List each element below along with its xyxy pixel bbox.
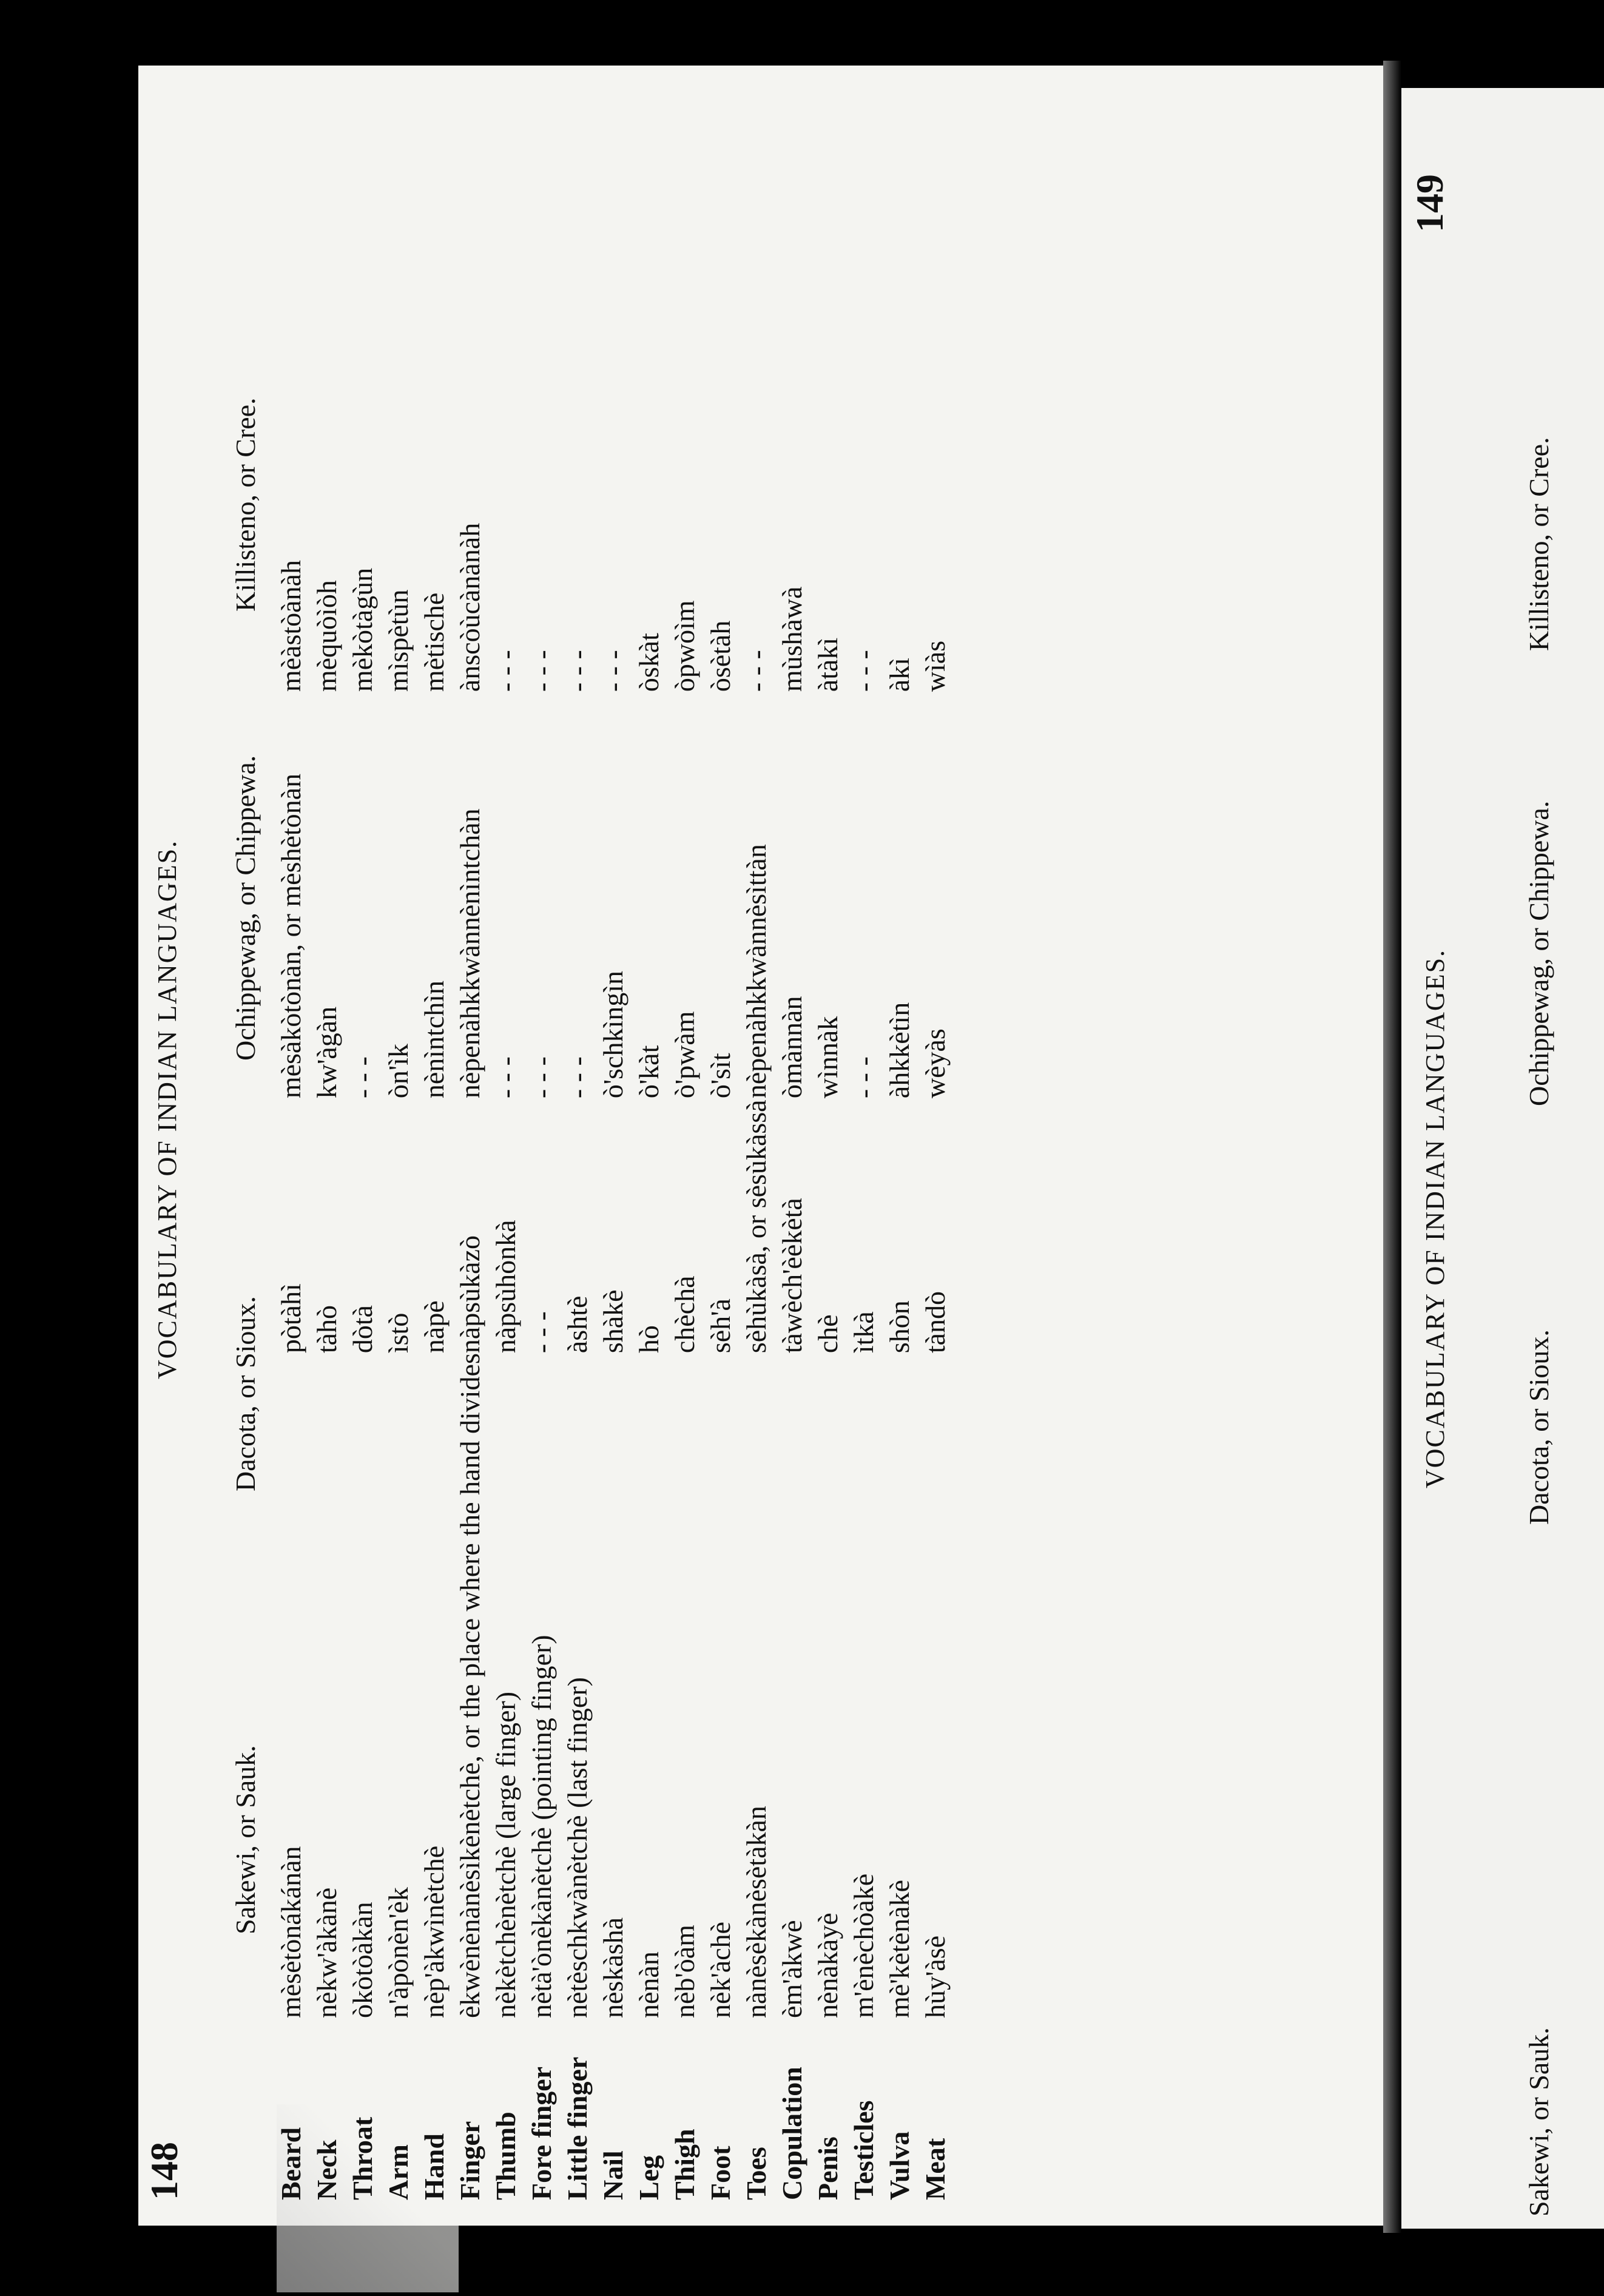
cell-dacota: sèh'à	[704, 1298, 736, 1354]
cell-sauk: nèkètchènètchè (large finger)	[490, 1691, 521, 2018]
cell-english: Penis	[812, 2136, 843, 2200]
table-row	[667, 352, 703, 2200]
col-header-sauk-right: Sakewi, or Sauk.	[1523, 2027, 1554, 2217]
cell-cree: wìàs	[919, 640, 951, 692]
cell-ochippewa: ò'kàt	[633, 1045, 664, 1099]
cell-ochippewa: wèyàs	[919, 1028, 951, 1099]
table-row	[774, 352, 810, 2200]
cell-ochippewa: wìnnàk	[812, 1016, 843, 1099]
cell-cree: mùshàwà	[776, 586, 807, 692]
cell-cree: mètischè	[418, 592, 450, 692]
cell-sauk: nèk'àchè	[704, 1922, 736, 2018]
cell-sauk: mèsètònákánàn	[275, 1846, 306, 2018]
cell-sauk: nènàkàyè	[812, 1913, 843, 2018]
col-header-dacota: Dacota, or Sioux.	[230, 1296, 261, 1491]
cell-english: Meat	[919, 2138, 951, 2200]
page-number-right: 149	[1408, 174, 1451, 232]
cell-english: Neck	[311, 2139, 342, 2200]
col-header-cree: Killisteno, or Cree.	[230, 397, 261, 612]
cell-ochippewa: - - -	[346, 1056, 378, 1099]
running-head-right: VOCABULARY OF INDIAN LANGUAGES.	[1420, 948, 1450, 1488]
col-header-cree-right: Killisteno, or Cree.	[1523, 437, 1554, 651]
cell-english: Thigh	[669, 2129, 700, 2200]
cell-ochippewa: nèpenàhkkwànnènìntchàn	[454, 808, 485, 1099]
cell-english: Little finger	[561, 2056, 593, 2200]
cell-cree: - - -	[740, 650, 772, 692]
cell-sauk: nèskàshà	[597, 1917, 628, 2018]
cell-sauk: nètèschkwànètchè (last finger)	[561, 1677, 593, 2018]
cell-ochippewa: ò'pwàm	[669, 1011, 700, 1099]
cell-cree: - - -	[525, 650, 557, 692]
cell-dacota: chè	[812, 1314, 843, 1354]
col-header-ochippewa-right: Ochippewag, or Chippewa.	[1523, 800, 1554, 1106]
table-row	[524, 352, 559, 2200]
cell-sauk: mè'kètènàkè	[883, 1880, 915, 2018]
cell-sauk: hùy'àsè	[919, 1935, 951, 2018]
col-header-sauk: Sakewi, or Sauk.	[230, 1745, 261, 1934]
cell-ochippewa: nènìntchìn	[418, 980, 450, 1099]
cell-dacota: - - -	[525, 1311, 557, 1354]
cell-ochippewa: ò'schkìngìn	[597, 970, 628, 1099]
cell-dacota: nàpsùkàzò	[454, 1235, 485, 1354]
table-row	[273, 352, 309, 2200]
cell-english: Vulva	[883, 2131, 915, 2200]
cell-sauk: nèb'òàm	[669, 1925, 700, 2018]
cell-ochippewa: kw'àgàn	[311, 1006, 342, 1099]
cell-cree: òsètàh	[704, 620, 736, 692]
cell-cree: òskàt	[633, 633, 664, 692]
cell-dacota: ìtkà	[847, 1311, 879, 1354]
table-row	[810, 352, 846, 2200]
cell-english: Testicles	[847, 2100, 879, 2200]
cell-english: Arm	[382, 2144, 414, 2200]
cell-cree: mèàstòànàh	[275, 560, 306, 692]
table-row	[345, 352, 380, 2200]
cell-cree: - - -	[597, 650, 628, 692]
cell-english: Leg	[633, 2155, 664, 2200]
cell-ochippewa: ò'sìt	[704, 1053, 736, 1099]
table-row	[595, 352, 631, 2200]
cell-dacota: tàndò	[919, 1291, 951, 1354]
table-row	[488, 352, 524, 2200]
col-header-dacota-right: Dacota, or Sioux.	[1523, 1329, 1554, 1525]
cell-ochippewa: mèsàkòtònàn, or mèshètònàn	[275, 773, 306, 1099]
cell-sauk: òkòtòàkàn	[346, 1902, 378, 2018]
cell-sauk: m'ènèchòàkè	[847, 1873, 879, 2018]
table-row	[452, 352, 488, 2200]
cell-english: Beard	[275, 2127, 306, 2200]
cell-dacota: tàwèch'èèkètà	[776, 1198, 807, 1354]
cell-dacota: sèhùkàsà, or sèsùkàssà	[740, 1099, 772, 1354]
cell-sauk: èm'àkwè	[776, 1920, 807, 2018]
cell-english: Thumb	[490, 2112, 521, 2200]
cell-dacota: chèchà	[669, 1275, 700, 1354]
cell-ochippewa: - - -	[525, 1056, 557, 1099]
cell-dacota: ìstò	[382, 1312, 414, 1354]
cell-dacota: shòn	[883, 1300, 915, 1354]
table-row	[309, 352, 345, 2200]
cell-sauk: nànèsèkànèsètàkàn	[740, 1806, 772, 2018]
cell-sauk: èkwènènànèsìkènètchè, or the place where the hand divides	[454, 1353, 485, 2018]
cell-cree: - - -	[561, 650, 593, 692]
cell-ochippewa: òmànnàn	[776, 996, 807, 1099]
book-gutter	[1383, 61, 1401, 2233]
cell-cree: mèkòtàgùn	[346, 567, 378, 692]
cell-english: Toes	[740, 2147, 772, 2200]
col-header-ochippewa: Ochippewag, or Chippewa.	[230, 755, 261, 1061]
cell-english: Hand	[418, 2133, 450, 2200]
table-row	[703, 352, 738, 2200]
left-page	[138, 66, 1383, 2226]
page-number: 148	[143, 2142, 186, 2200]
cell-cree: mèquòìòh	[311, 580, 342, 692]
cell-ochippewa: - - -	[561, 1056, 593, 1099]
cell-cree: mìspètùn	[382, 589, 414, 692]
cell-cree: òpwòìm	[669, 600, 700, 692]
cell-cree: ànscòùcànànàh	[454, 522, 485, 692]
table-row	[559, 352, 595, 2200]
cell-cree: - - -	[847, 650, 879, 692]
table-row	[881, 352, 917, 2200]
table-row	[631, 352, 667, 2200]
cell-dacota: nàpè	[418, 1300, 450, 1354]
table-row	[416, 352, 452, 2200]
cell-dacota: dòtà	[346, 1305, 378, 1354]
cell-cree: - - -	[490, 650, 521, 692]
table-row	[917, 352, 953, 2200]
cell-dacota: tàhò	[311, 1305, 342, 1354]
cell-sauk: nètà'ònèkànètchè (pointing finger)	[525, 1635, 557, 2018]
right-page	[1401, 88, 1604, 2229]
cell-dacota: pòtàhì	[275, 1283, 306, 1354]
cell-cree: àkì	[883, 657, 915, 692]
vocabulary-table	[273, 352, 953, 2200]
cell-ochippewa: nèpenàhkkwànnèsìttàn	[740, 844, 772, 1099]
cell-sauk: n'àpònèn'èk	[382, 1887, 414, 2018]
cell-ochippewa: òn'ìk	[382, 1044, 414, 1099]
cell-ochippewa: - - -	[490, 1056, 521, 1099]
cell-dacota: shàkè	[597, 1289, 628, 1354]
cell-english: Copulation	[776, 2067, 807, 2200]
cell-english: Nail	[597, 2150, 628, 2200]
cell-sauk: nèp'àkwìnètchè	[418, 1845, 450, 2018]
cell-dacota: hò	[633, 1325, 664, 1354]
cell-cree: àtàkì	[812, 637, 843, 692]
cell-english: Foot	[704, 2146, 736, 2200]
table-row	[846, 352, 881, 2200]
running-head: VOCABULARY OF INDIAN LANGUAGES.	[152, 839, 182, 1379]
cell-ochippewa: àhkkètìn	[883, 1002, 915, 1099]
cell-english: Finger	[454, 2121, 485, 2200]
cell-dacota: àshtè	[561, 1295, 593, 1354]
cell-ochippewa: - - -	[847, 1056, 879, 1099]
cell-english: Fore finger	[525, 2066, 557, 2200]
cell-sauk: nènàn	[633, 1951, 664, 2018]
table-row	[380, 352, 416, 2200]
cell-dacota: nàpsùhònkà	[490, 1220, 521, 1354]
cell-english: Throat	[346, 2116, 378, 2200]
cell-sauk: nèkw'àkànè	[311, 1887, 342, 2018]
table-row	[738, 352, 774, 2200]
